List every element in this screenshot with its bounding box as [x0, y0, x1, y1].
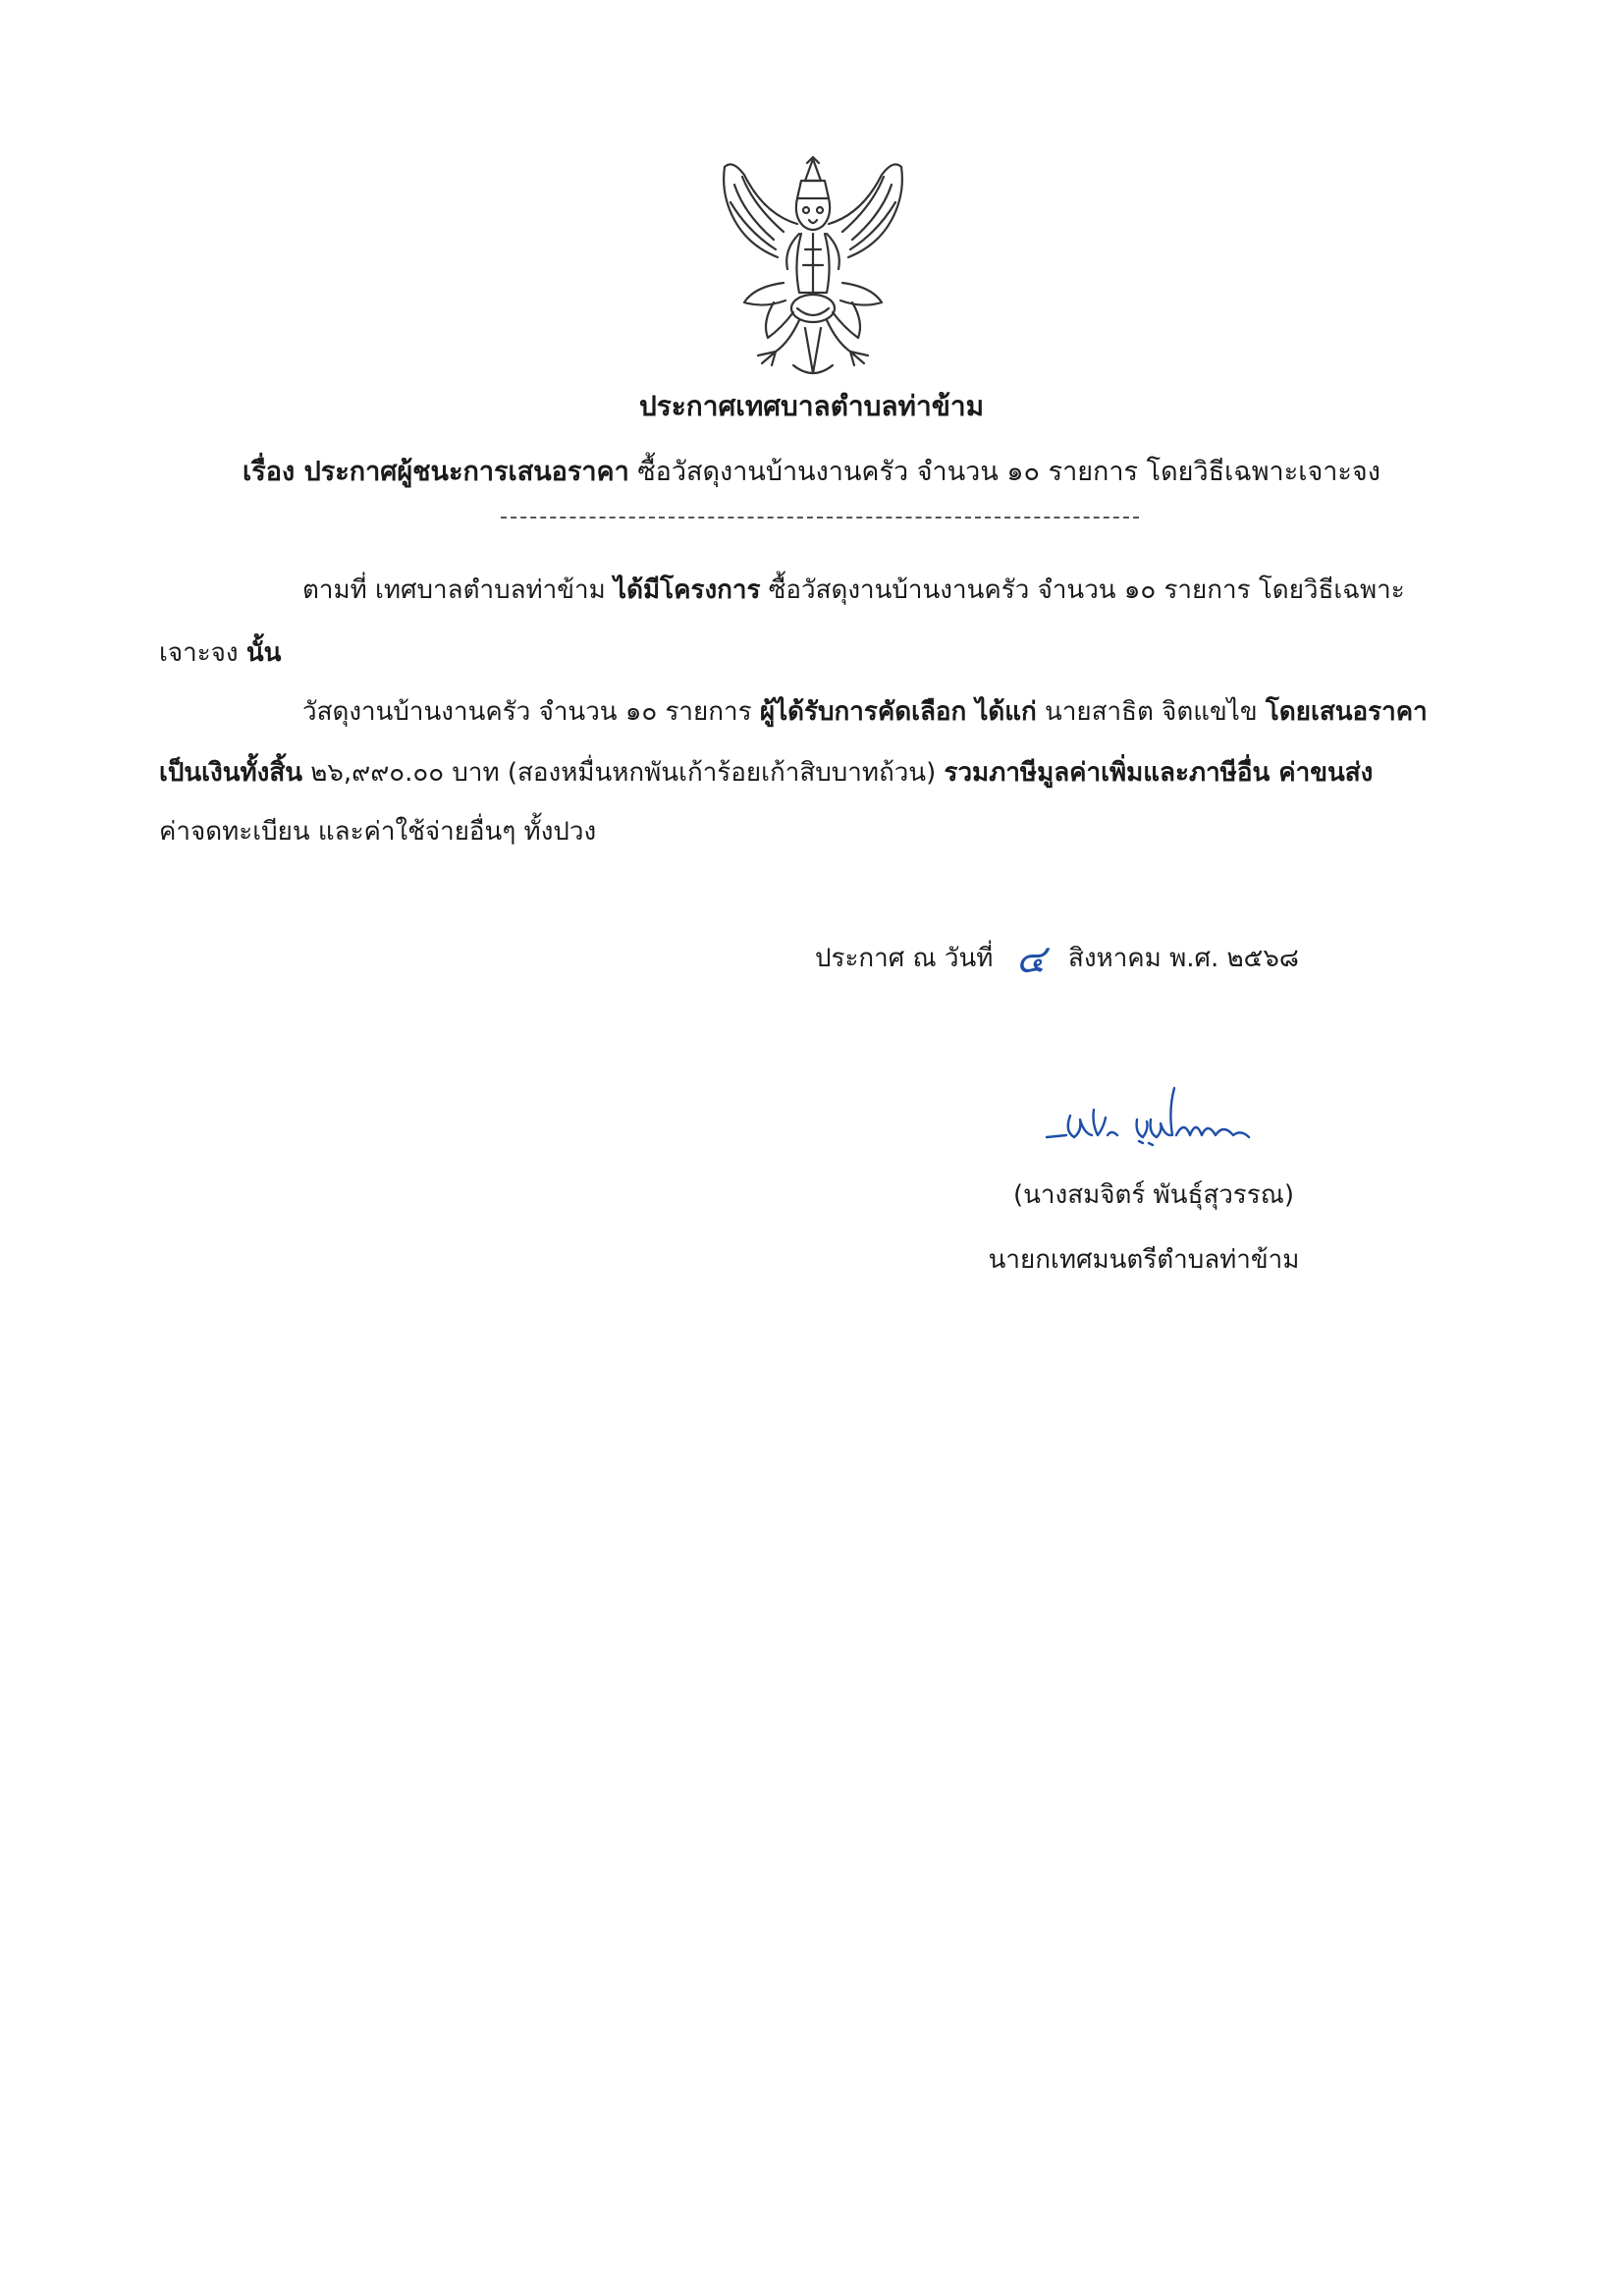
p1-text-c: ซื้อวัสดุงานบ้านงานครัว จำนวน ๑๐ รายการ โดยวิธีเฉพาะ: [768, 575, 1405, 605]
subject-text: ซื้อวัสดุงานบ้านงานครัว จำนวน ๑๐ รายการ โดยวิธีเฉพาะเจาะจง: [637, 457, 1380, 487]
date-prefix: ประกาศ ณ วันที่: [815, 944, 994, 973]
p2-text-d: โดยเสนอราคา: [1265, 697, 1428, 727]
p2-text-g: รวมภาษีมูลค่าเพิ่มและภาษีอื่น ค่าขนส่ง: [944, 758, 1374, 788]
p1-text-b: ได้มีโครงการ: [614, 575, 761, 605]
paragraph-2-line-3: ค่าจดทะเบียน และค่าใช้จ่ายอื่นๆ ทั้งปวง: [159, 817, 597, 847]
subject-label: เรื่อง ประกาศผู้ชนะการเสนอราคา: [243, 457, 629, 487]
paragraph-2-line-1: [302, 691, 1428, 732]
p1-text-a: ตามที่ เทศบาลตำบลท่าข้าม: [302, 575, 606, 605]
announcement-subject: [0, 450, 1623, 492]
p2-text-e: เป็นเงินทั้งสิ้น: [159, 758, 302, 788]
p1-text-d: เจาะจง: [159, 638, 239, 668]
p2-text-f: ๒๖,๙๙๐.๐๐ บาท (สองหมื่นหกพันเก้าร้อยเก้าสิบบาทถ้วน): [310, 758, 937, 788]
paragraph-1-line-2: [159, 632, 281, 673]
date-day-handwritten: ๔: [1015, 937, 1046, 982]
p2-text-c: นายสาธิต จิตแขไข: [1045, 697, 1258, 727]
announcement-date: [815, 927, 1299, 990]
garuda-emblem-icon: [715, 155, 911, 383]
announcement-title: ประกาศเทศบาลตำบลท่าข้าม: [638, 390, 985, 422]
p1-text-e: นั้น: [245, 638, 282, 668]
date-month-year: สิงหาคม พ.ศ. ๒๕๖๘: [1067, 944, 1299, 973]
signer-position: นายกเทศมนตรีตำบลท่าข้าม: [988, 1245, 1300, 1275]
p2-text-b: ผู้ได้รับการคัดเลือก ได้แก่: [759, 697, 1037, 727]
handwritten-signature-icon: [1041, 1080, 1267, 1159]
dashed-separator: [501, 517, 1139, 519]
p2-text-a: วัสดุงานบ้านงานครัว จำนวน ๑๐ รายการ: [302, 697, 752, 727]
paragraph-1-line-1: [302, 570, 1405, 610]
paragraph-2-line-2: [159, 752, 1373, 793]
signer-name: (นางสมจิตร์ พันธุ์สุวรรณ): [1012, 1180, 1294, 1210]
